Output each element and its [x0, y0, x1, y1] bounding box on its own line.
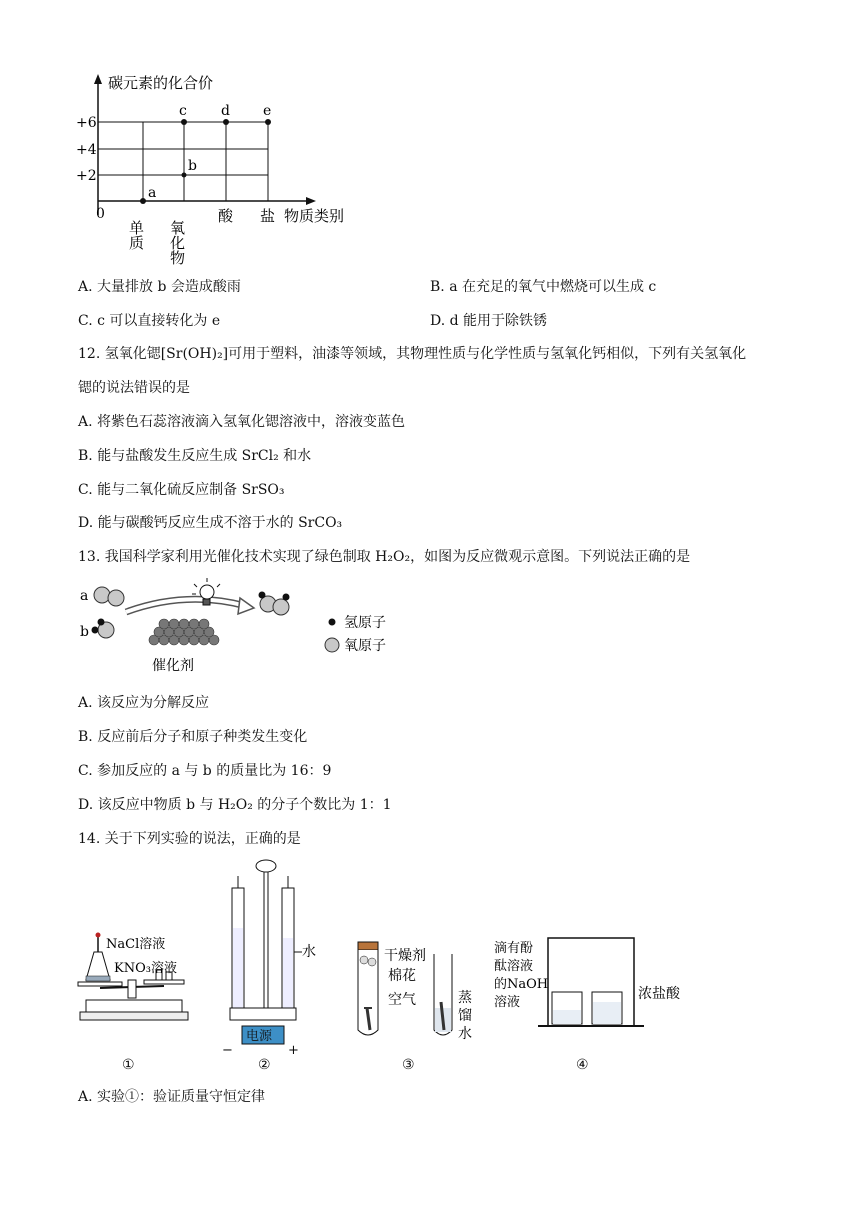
distilled-1: 蒸	[458, 990, 472, 1006]
chart-xlabel: 物质类别	[284, 207, 345, 225]
desiccant-label: 干燥剂	[384, 948, 426, 964]
xcat-0: 单质	[127, 220, 145, 250]
y-axis-arrow	[94, 74, 102, 84]
q11-option-d: D. d 能用于除铁锈	[430, 313, 548, 329]
label-b: b	[80, 624, 89, 640]
left-label-3: 的NaOH	[494, 977, 549, 992]
left-label-4: 溶液	[494, 995, 521, 1010]
origin-label: 0	[96, 206, 105, 222]
q12-option-a: A. 将紫色石蕊溶液滴入氢氧化锶溶液中，溶液变蓝色	[78, 414, 406, 430]
nacl-label: NaCl溶液	[106, 937, 166, 952]
left-label-2: 酞溶液	[494, 959, 534, 974]
distilled-3: 水	[458, 1026, 472, 1042]
q11-option-a: A. 大量排放 b 会造成酸雨	[78, 279, 241, 295]
water-label: 水	[302, 944, 316, 960]
q13-stem: 13. 我国科学家利用光催化技术实现了绿色制取 H₂O₂，如图为反应微观示意图。下列说法正确的是	[78, 549, 691, 565]
legend-o: 氧原子	[344, 638, 386, 654]
q13-option-c: C. 参加反应的 a 与 b 的质量比为 16：9	[78, 763, 332, 779]
q13-option-d: D. 该反应中物质 b 与 H₂O₂ 的分子个数比为 1：1	[78, 797, 392, 813]
legend-h-swatch	[329, 619, 336, 626]
xcat-1: 氧化物	[168, 220, 186, 265]
distilled-2: 馏	[458, 1008, 472, 1024]
q11-option-c: C. c 可以直接转化为 e	[78, 313, 221, 329]
ytick-6: +6	[76, 115, 97, 131]
kno3-label: KNO₃溶液	[114, 961, 177, 976]
left-label-1: 滴有酚	[494, 941, 534, 956]
plus-label: +	[288, 1043, 299, 1058]
catalyst-label: 催化剂	[152, 658, 194, 674]
point-b	[182, 173, 187, 178]
experiment-3-tubes	[350, 940, 470, 1050]
ytick-4: +4	[76, 142, 97, 158]
label-c: c	[179, 103, 187, 119]
right-label: 浓盐酸	[638, 986, 680, 1002]
label-b: b	[188, 158, 197, 174]
x-axis-arrow	[306, 197, 316, 205]
reaction-diagram	[76, 578, 406, 678]
air-label: 空气	[388, 992, 416, 1008]
point-c	[181, 119, 187, 125]
point-e	[265, 119, 271, 125]
point-d	[223, 119, 229, 125]
label-d: d	[221, 103, 230, 119]
valence-chart	[70, 70, 370, 270]
exp3-number: ③	[402, 1057, 415, 1073]
experiment-2-electrolysis	[220, 858, 330, 1058]
label-a: a	[80, 588, 89, 604]
minus-label: −	[222, 1043, 233, 1058]
q12-option-c: C. 能与二氧化硫反应制备 SrSO₃	[78, 482, 285, 498]
q12-option-b: B. 能与盐酸发生反应生成 SrCl₂ 和水	[78, 448, 312, 464]
experiment-1-balance	[76, 930, 196, 1030]
xcat-2: 酸	[218, 207, 234, 225]
q12-option-d: D. 能与碳酸钙反应生成不溶于水的 SrCO₃	[78, 515, 343, 531]
exp4-number: ④	[576, 1057, 589, 1073]
q13-option-b: B. 反应前后分子和原子种类发生变化	[78, 729, 308, 745]
exp1-number: ①	[122, 1057, 135, 1073]
chart-ylabel: 碳元素的化合价	[108, 74, 214, 92]
label-a: a	[148, 185, 157, 201]
q11-option-b: B. a 在充足的氧气中燃烧可以生成 c	[430, 279, 657, 295]
label-e: e	[263, 103, 272, 119]
point-a	[140, 198, 146, 204]
power-label: 电源	[246, 1029, 273, 1044]
q12-stem-2: 锶的说法错误的是	[78, 380, 190, 396]
legend-o-swatch	[325, 638, 339, 652]
cotton-label: 棉花	[388, 968, 416, 984]
q14-option-a: A. 实验①：验证质量守恒定律	[78, 1089, 266, 1105]
q13-option-a: A. 该反应为分解反应	[78, 695, 210, 711]
catalyst-pile	[149, 619, 219, 645]
q14-stem: 14. 关于下列实验的说法，正确的是	[78, 831, 301, 847]
ytick-2: +2	[76, 168, 97, 184]
experiment-4-beakers	[492, 936, 692, 1036]
exp2-number: ②	[258, 1057, 271, 1073]
q12-stem-1: 12. 氢氧化锶[Sr(OH)₂]可用于塑料，油漆等领域，其物理性质与化学性质与氢氧化钙相似，下列有关氢氧化	[78, 346, 747, 362]
xcat-3: 盐	[260, 207, 276, 225]
legend-h: 氢原子	[344, 615, 386, 631]
